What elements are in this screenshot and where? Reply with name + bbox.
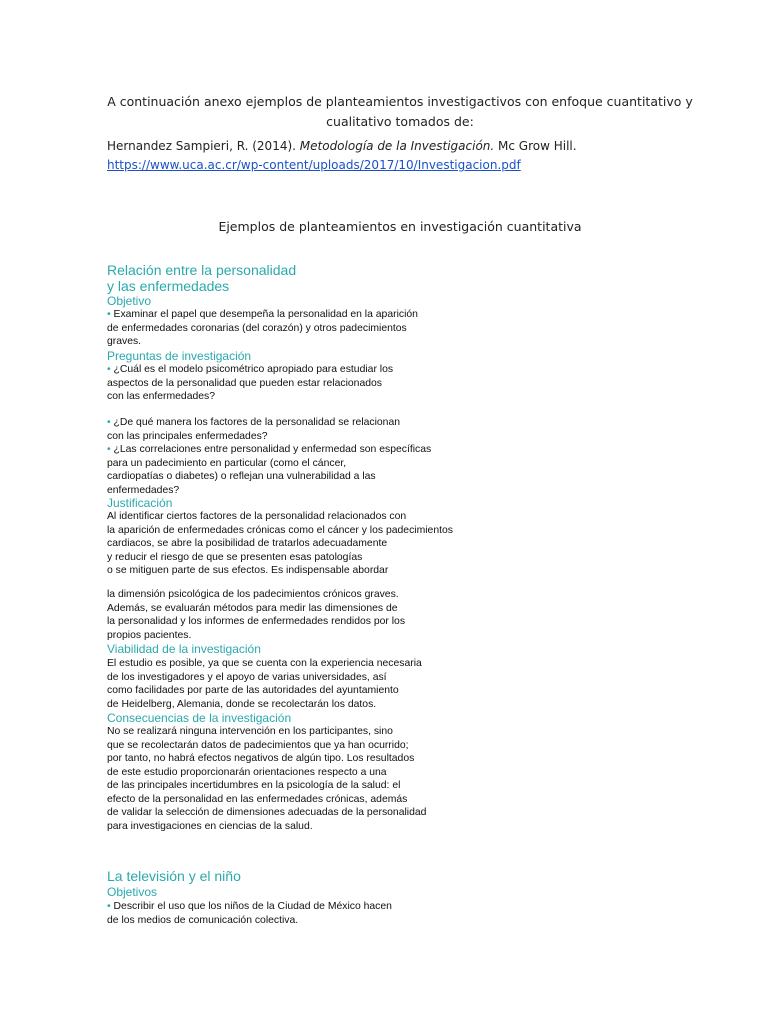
objetivos-label: Objetivos: [107, 885, 158, 899]
bullet-icon: •: [107, 901, 111, 912]
objetivo-text: • Examinar el papel que desempeña la personalidad en la aparición: [107, 309, 418, 320]
consecuencias-text: por tanto, no habrá efectos negativos de algún tipo. Los resultados: [107, 753, 415, 764]
bullet-icon: •: [107, 309, 111, 320]
consecuencias-text: No se realizará ninguna intervención en los participantes, sino: [107, 726, 393, 737]
consecuencias-text: de validar la selección de dimensiones adecuadas de la personalidad: [107, 807, 427, 818]
consecuencias-label: Consecuencias de la investigación: [107, 711, 292, 725]
citation: [107, 137, 577, 156]
intro-line: A continuación anexo ejemplos de planteamientos investigactivos con enfoque cuantitativo y: [107, 94, 693, 109]
pregunta-text: aspectos de la personalidad que pueden estar relacionados: [107, 377, 382, 389]
justificacion-text: y reducir el riesgo de que se presenten esas patologías: [107, 551, 363, 563]
example-title: y las enfermedades: [107, 278, 230, 294]
justificacion-text: Al identificar ciertos factores de la personalidad relacionados con: [107, 511, 407, 522]
objetivo-text: de enfermedades coronarias (del corazón) y otros padecimientos: [107, 322, 407, 334]
citation-publisher: Mc Grow Hill.: [494, 139, 577, 153]
source-link[interactable]: https://www.uca.ac.cr/wp-content/uploads/2017/10/Investigacion.pdf: [107, 158, 521, 172]
bullet-icon: •: [107, 444, 111, 455]
example-title: Relación entre la personalidad: [107, 262, 297, 278]
viabilidad-label: Viabilidad de la investigación: [107, 642, 261, 656]
justificacion-text: cardiacos, se abre la posibilidad de tratarlos adecuadamente: [107, 538, 388, 549]
citation-author: Hernandez Sampieri, R. (2014).: [107, 139, 300, 153]
viabilidad-text: de Heidelberg, Alemania, donde se recolectarán los datos.: [107, 698, 377, 710]
justificacion-text: o se mitiguen parte de sus efectos. Es indispensable abordar: [107, 565, 389, 576]
pregunta-text: enfermedades?: [107, 484, 180, 496]
justificacion-text: propios pacientes.: [107, 629, 192, 641]
justificacion-label: Justificación: [107, 496, 173, 510]
consecuencias-text: efecto de la personalidad en las enfermedades crónicas, además: [107, 793, 408, 805]
objetivo-text: graves.: [107, 336, 142, 347]
pregunta-text: con las principales enfermedades?: [107, 430, 268, 442]
objetivos-text: de los medios de comunicación colectiva.: [107, 915, 299, 926]
pregunta-text: cardiopatías o diabetes) o reflejan una vulnerabilidad a las: [107, 471, 376, 482]
section-heading: Ejemplos de planteamientos en investigación cuantitativa: [218, 219, 582, 234]
consecuencias-text: de las principales incertidumbres en la psicología de la salud: el: [107, 780, 401, 791]
pregunta-text: • ¿Cuál es el modelo psicométrico apropiado para estudiar los: [107, 364, 394, 375]
viabilidad-text: de los investigadores y el apoyo de varias universidades, así: [107, 671, 387, 683]
pregunta-text: con las enfermedades?: [107, 391, 216, 402]
justificacion-text: la personalidad y los informes de enfermedades rendidos por los: [107, 616, 406, 627]
intro-heading: [100, 92, 700, 132]
objetivos-text: • Describir el uso que los niños de la Ciudad de México hacen: [107, 901, 392, 912]
consecuencias-text: para investigaciones en ciencias de la salud.: [107, 820, 313, 832]
pregunta-text: para un padecimiento en particular (como el cáncer,: [107, 457, 347, 469]
intro-line: cualitativo tomados de:: [326, 114, 474, 129]
pregunta-text: • ¿De qué manera los factores de la personalidad se relacionan: [107, 417, 401, 428]
justificacion-text: la dimensión psicológica de los padecimientos crónicos graves.: [107, 589, 399, 600]
preguntas-label: Preguntas de investigación: [107, 349, 252, 363]
justificacion-text: Además, se evaluarán métodos para medir las dimensiones de: [107, 602, 398, 614]
consecuencias-text: de este estudio proporcionarán orientaciones respecto a una: [107, 766, 387, 778]
justificacion-text: la aparición de enfermedades crónicas como el cáncer y los padecimientos: [107, 524, 453, 536]
objetivo-label: Objetivo: [107, 294, 152, 308]
consecuencias-text: que se recolectarán datos de padecimientos que ya han ocurrido;: [107, 739, 409, 751]
example-title: La televisión y el niño: [107, 868, 241, 884]
bullet-icon: •: [107, 364, 111, 375]
citation-title: Metodología de la Investigación.: [299, 139, 495, 153]
bullet-icon: •: [107, 417, 111, 428]
pregunta-text: • ¿Las correlaciones entre personalidad y enfermedad son específicas: [107, 444, 432, 455]
viabilidad-text: como facilidades por parte de las autoridades del ayuntamiento: [107, 685, 399, 696]
viabilidad-text: El estudio es posible, ya que se cuenta con la experiencia necesaria: [107, 658, 422, 669]
